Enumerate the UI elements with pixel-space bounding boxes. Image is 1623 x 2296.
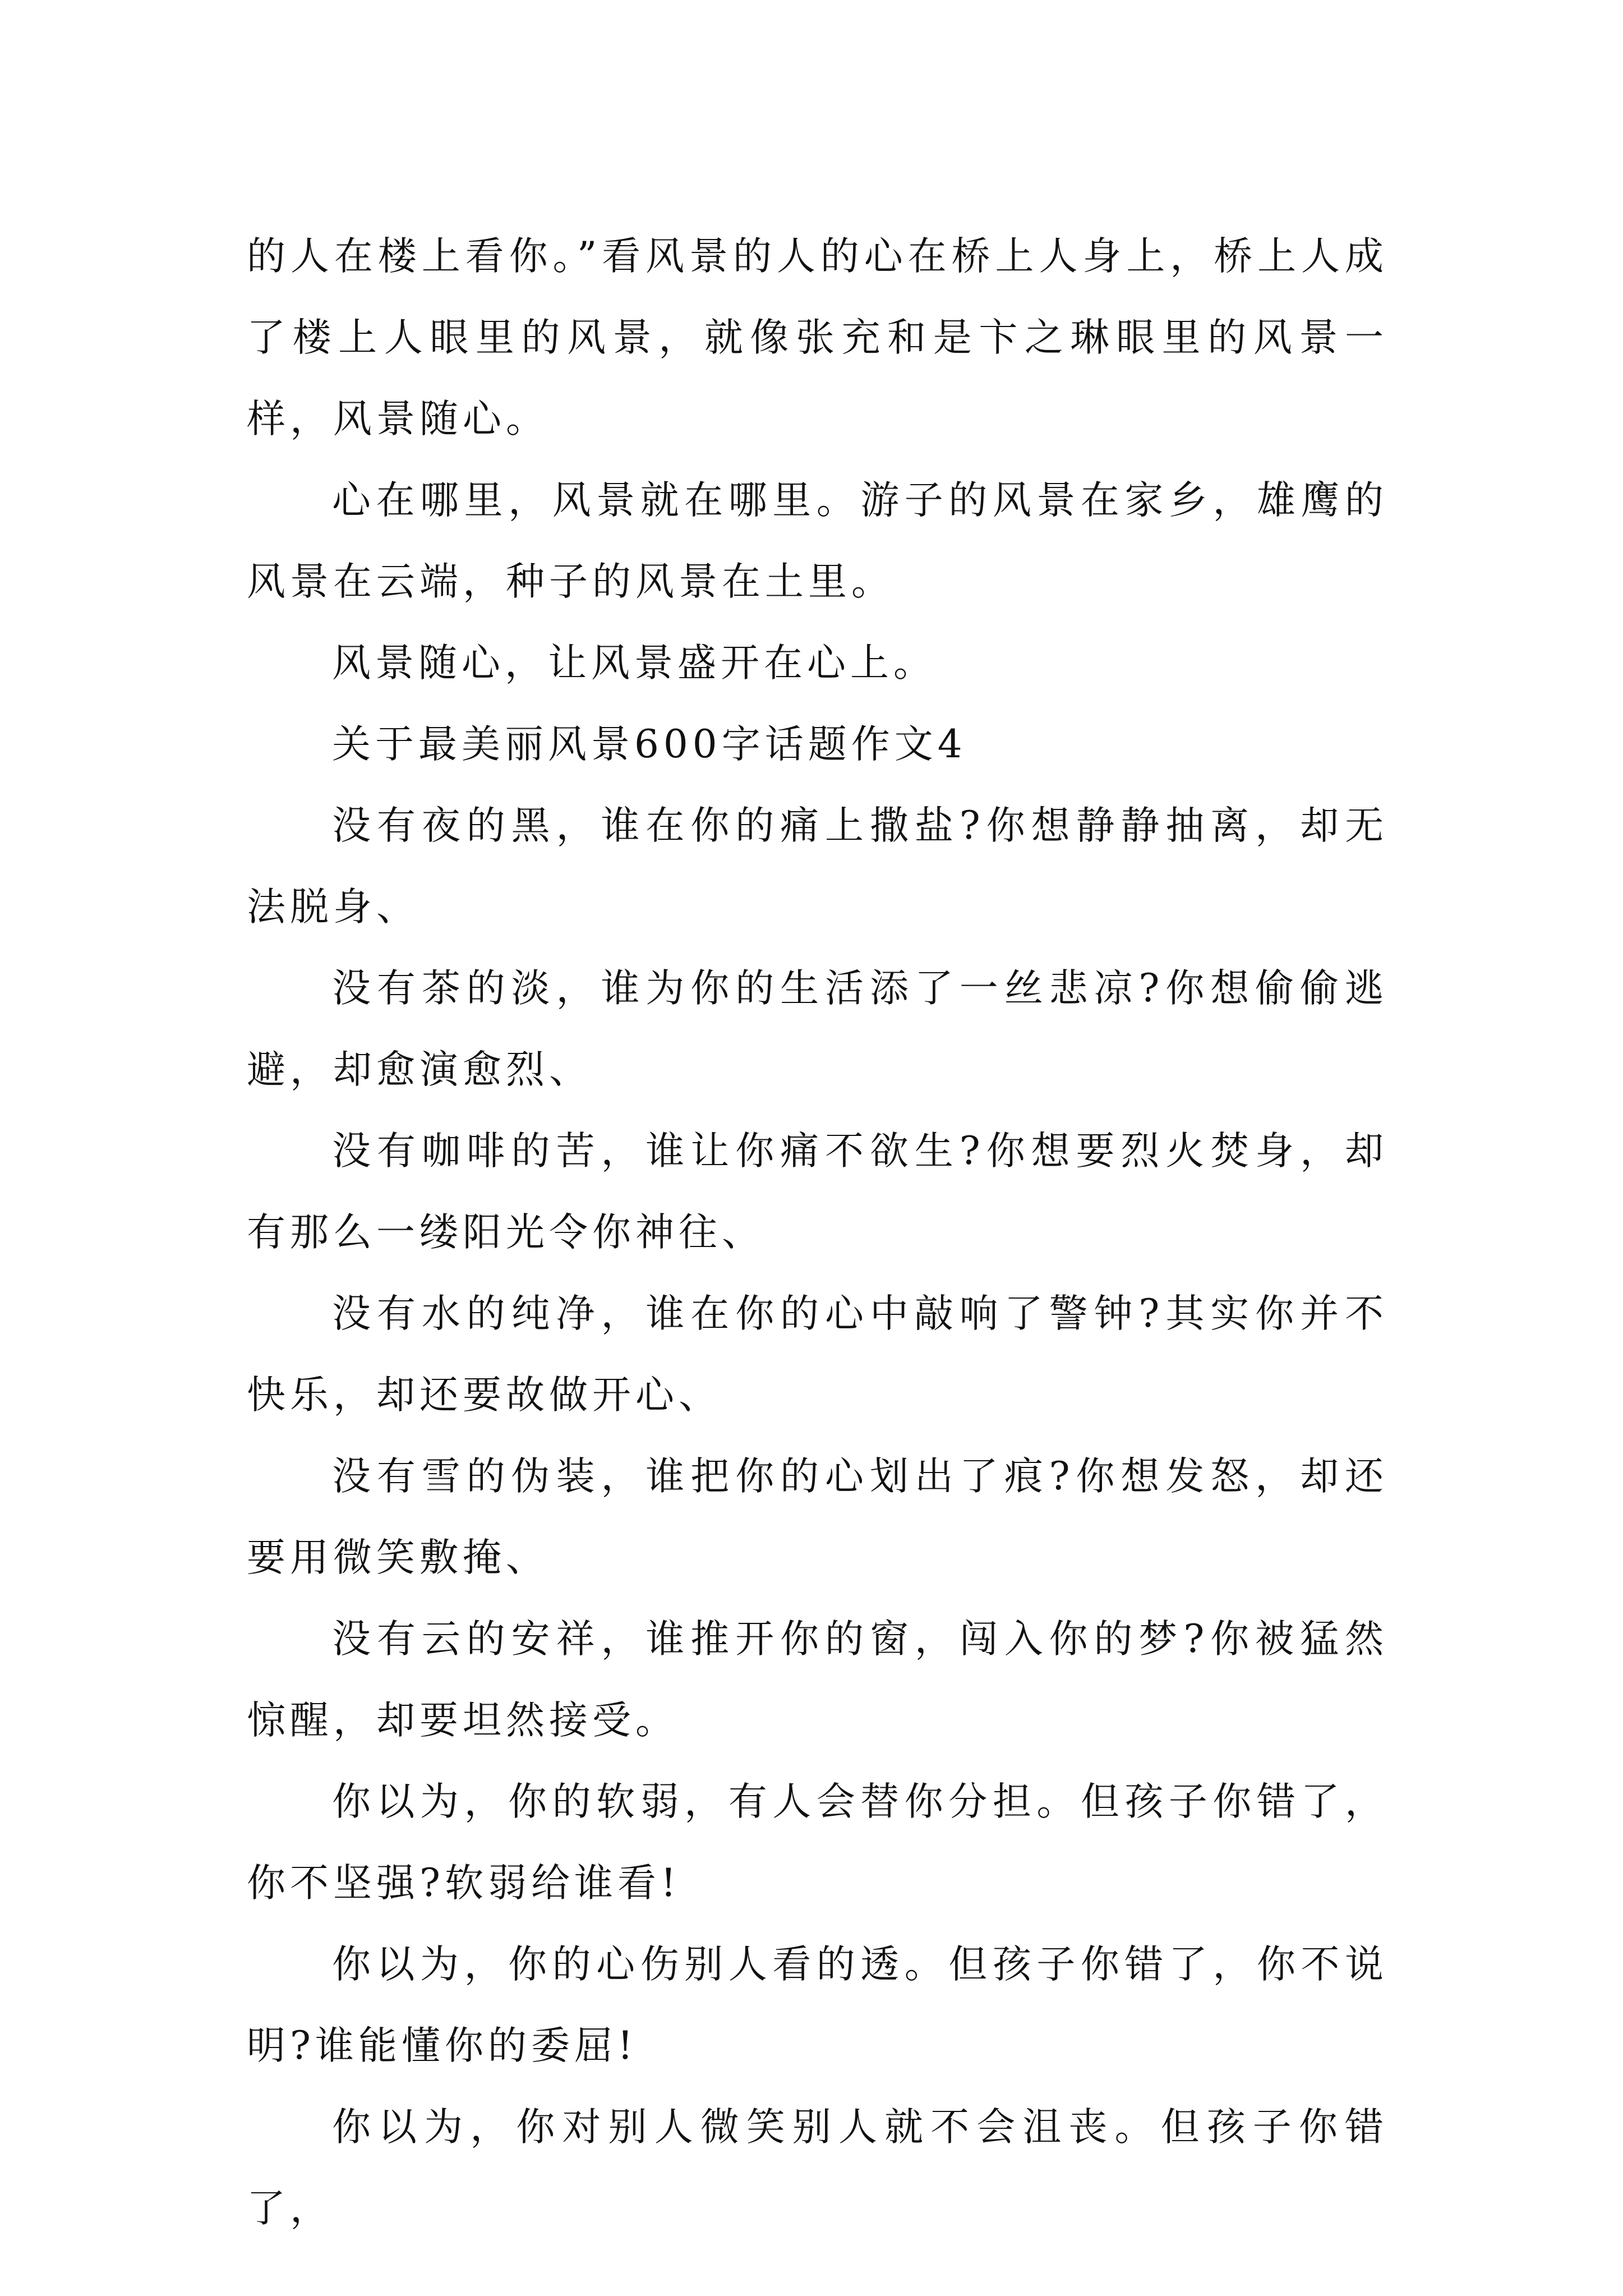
paragraph: 没有夜的黑，谁在你的痛上撒盐?你想静静抽离，却无法脱身、 xyxy=(247,803,1388,930)
paragraph: 风景随心，让风景盛开在心上。 xyxy=(332,641,937,685)
paragraph: 心在哪里，风景就在哪里。游子的风景在家乡，雄鹰的风景在云端，种子的风景在土里。 xyxy=(247,478,1388,604)
paragraph: 的人在楼上看你。”看风景的人的心在桥上人身上，桥上人成了楼上人眼里的风景，就像张充和是卞之琳眼里的风景一样，风景随心。 xyxy=(247,234,1388,441)
paragraph: 你以为，你的软弱，有人会替你分担。但孩子你错了，你不坚强?软弱给谁看! xyxy=(247,1779,1388,1906)
paragraph: 没有水的纯净，谁在你的心中敲响了警钟?其实你并不快乐，却还要故做开心、 xyxy=(247,1291,1388,1418)
paragraph: 没有云的安祥，谁推开你的窗，闯入你的梦?你被猛然惊醒，却要坦然接受。 xyxy=(247,1617,1388,1743)
document-body xyxy=(247,216,1388,2249)
paragraph: 没有雪的伪装，谁把你的心划出了痕?你想发怒，却还要用微笑敷掩、 xyxy=(247,1454,1388,1580)
paragraph: 没有咖啡的苦，谁让你痛不欲生?你想要烈火焚身，却有那么一缕阳光令你神往、 xyxy=(247,1129,1388,1255)
paragraph: 你以为，你的心伤别人看的透。但孩子你错了，你不说明?谁能懂你的委屈! xyxy=(247,1942,1388,2068)
paragraph: 没有茶的淡，谁为你的生活添了一丝悲凉?你想偷偷逃避，却愈演愈烈、 xyxy=(247,966,1388,1092)
paragraph: 你以为，你对别人微笑别人就不会沮丧。但孩子你错了， xyxy=(247,2105,1388,2231)
section-heading: 关于最美丽风景600字话题作文4 xyxy=(332,722,967,767)
